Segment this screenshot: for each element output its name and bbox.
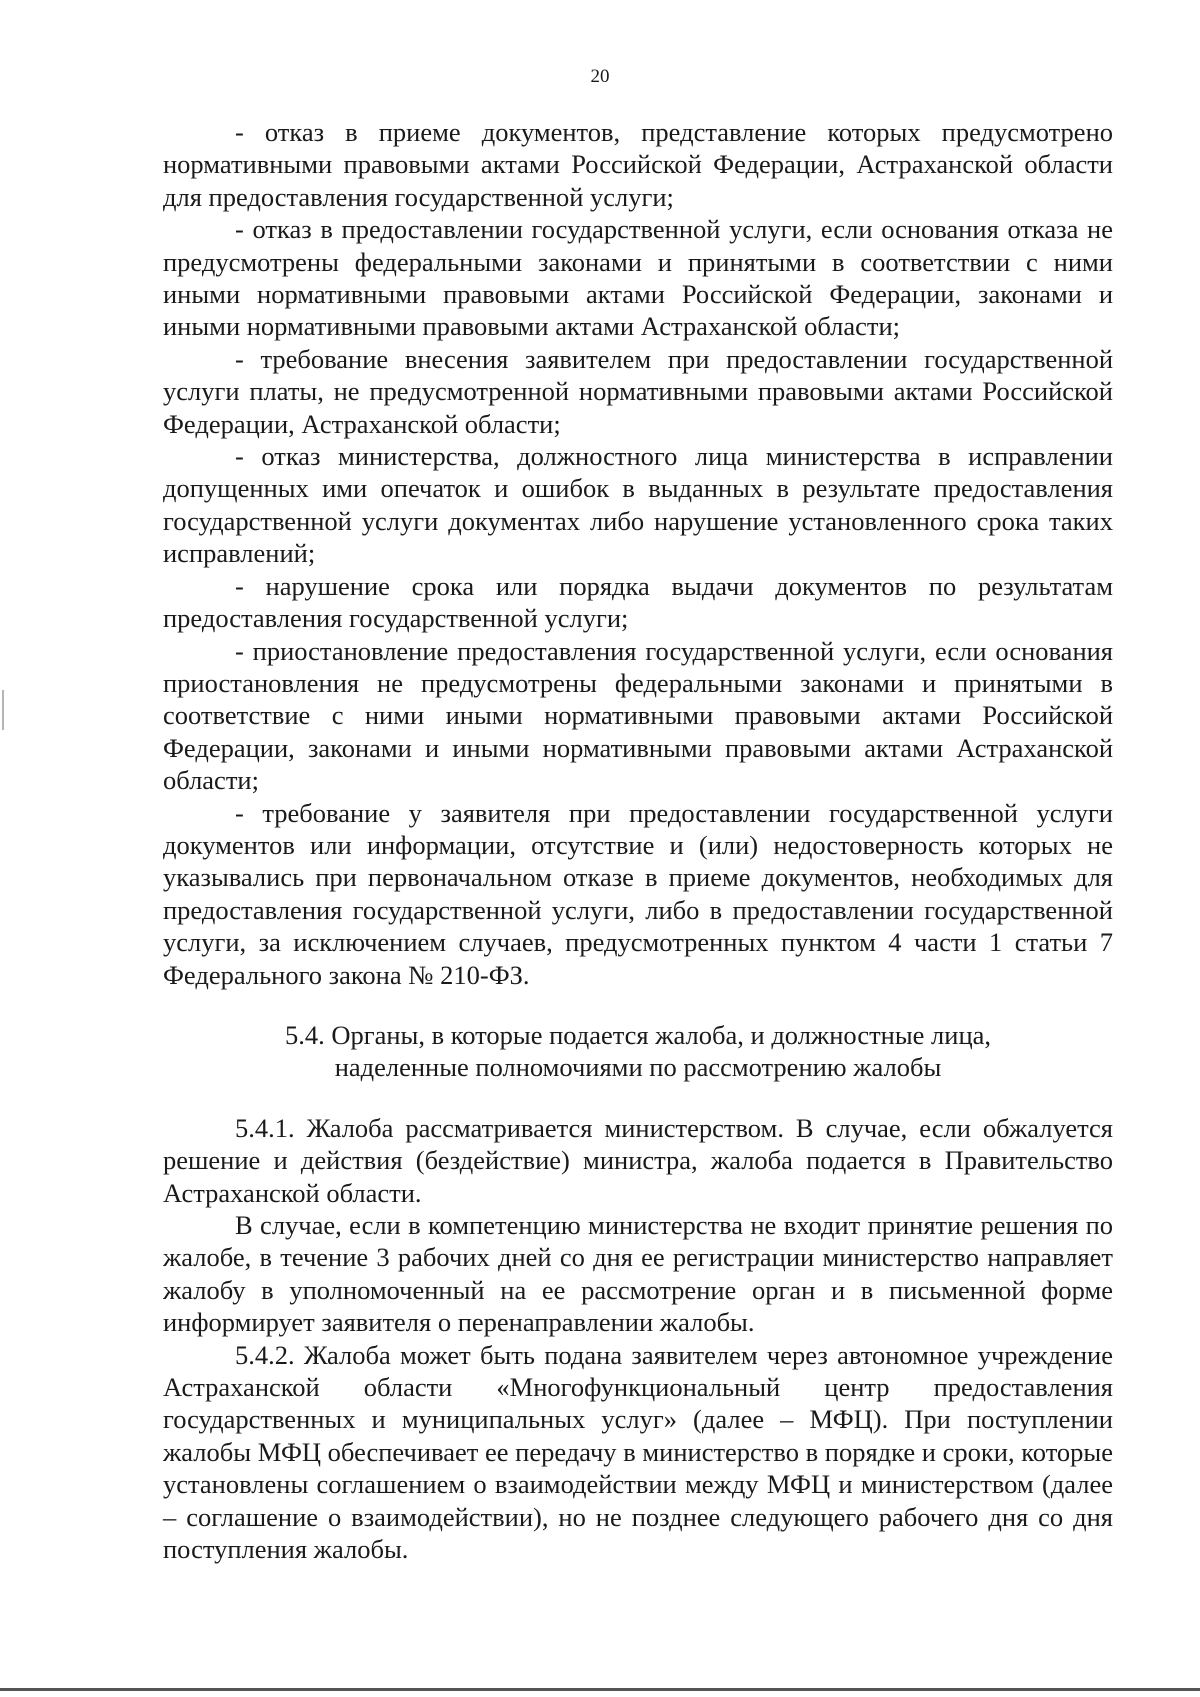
section-heading-line-1: 5.4. Органы, в которые подается жалоба, и должностные лица, <box>284 1019 992 1050</box>
section-heading <box>163 1019 1113 1084</box>
list-item-issue-deadline-violation: - нарушение срока или порядка выдачи документов по результатам предоставления государственной услуги; <box>163 570 1113 634</box>
list-item-fee-requirement: - требование внесения заявителем при предоставлении государственной услуги платы, не предусмотренной нормативными правовыми актами Российской Федерации, Астраханской области; <box>163 343 1113 439</box>
list-item-refusal-provision: - отказ в предоставлении государственной услуги, если основания отказа не предусмотрены федеральными законами и принятыми в соответствии с ними иными нормативными правовыми актами Российской Федерации, законами и иными нормативными правовыми актами Астраханской области; <box>163 214 1113 342</box>
document-body <box>163 116 1113 1565</box>
scan-edge-mark <box>2 690 4 730</box>
section-heading-line-2: наделенные полномочиями по рассмотрению жалобы <box>334 1052 942 1083</box>
paragraph-5-4-2: 5.4.2. Жалоба может быть подана заявителем через автономное учреждение Астраханской области «Многофункциональный центр предоставления государственных и муниципальных услуг» (далее – МФЦ). При поступлении жалобы МФЦ обеспечивает ее передачу в министерство в порядке и сроки, которые установлены соглашением о взаимодействии между МФЦ и министерством (далее – соглашение о взаимодействии), но не позднее следующего рабочего дня со дня поступления жалобы. <box>163 1339 1113 1565</box>
list-item-refusal-corrections: - отказ министерства, должностного лица министерства в исправлении допущенных ими опечаток и ошибок в выданных в результате предоставления государственной услуги документах либо нарушение установленного срока таких исправлений; <box>163 441 1113 569</box>
list-item-refusal-acceptance: - отказ в приеме документов, представление которых предусмотрено нормативными правовыми актами Российской Федерации, Астраханской области для предоставления государственной услуги; <box>163 117 1113 212</box>
page-number: 20 <box>590 66 610 87</box>
scan-bottom-edge <box>0 1688 1200 1691</box>
paragraph-5-4-1: 5.4.1. Жалоба рассматривается министерством. В случае, если обжалуется решение и действия (бездействие) министра, жалоба подается в Правительство Астраханской области. <box>163 1112 1113 1208</box>
paragraph-redirect: В случае, если в компетенцию министерства не входит принятие решения по жалобе, в течение 3 рабочих дней со дня ее регистрации министерство направляет жалобу в уполномоченный на ее рассмотрение орган и в письменной форме информирует заявителя о перенаправлении жалобы. <box>163 1210 1113 1338</box>
list-item-suspension: - приостановление предоставления государственной услуги, если основания приостановления не предусмотрены федеральными законами и принятыми в соответствие с ними иными нормативными правовыми актами Российской Федерации, законами и иными нормативными правовыми актами Астраханской области; <box>163 635 1113 796</box>
list-item-document-requirement: - требование у заявителя при предоставлении государственной услуги документов или информации, отсутствие и (или) недостоверность которых не указывались при первоначальном отказе в приеме документов, необходимых для предоставления государственной услуги, либо в предоставлении государственной услуги, за исключением случаев, предусмотренных пунктом 4 части 1 статьи 7 Федерального закона № 210-ФЗ. <box>163 797 1113 990</box>
